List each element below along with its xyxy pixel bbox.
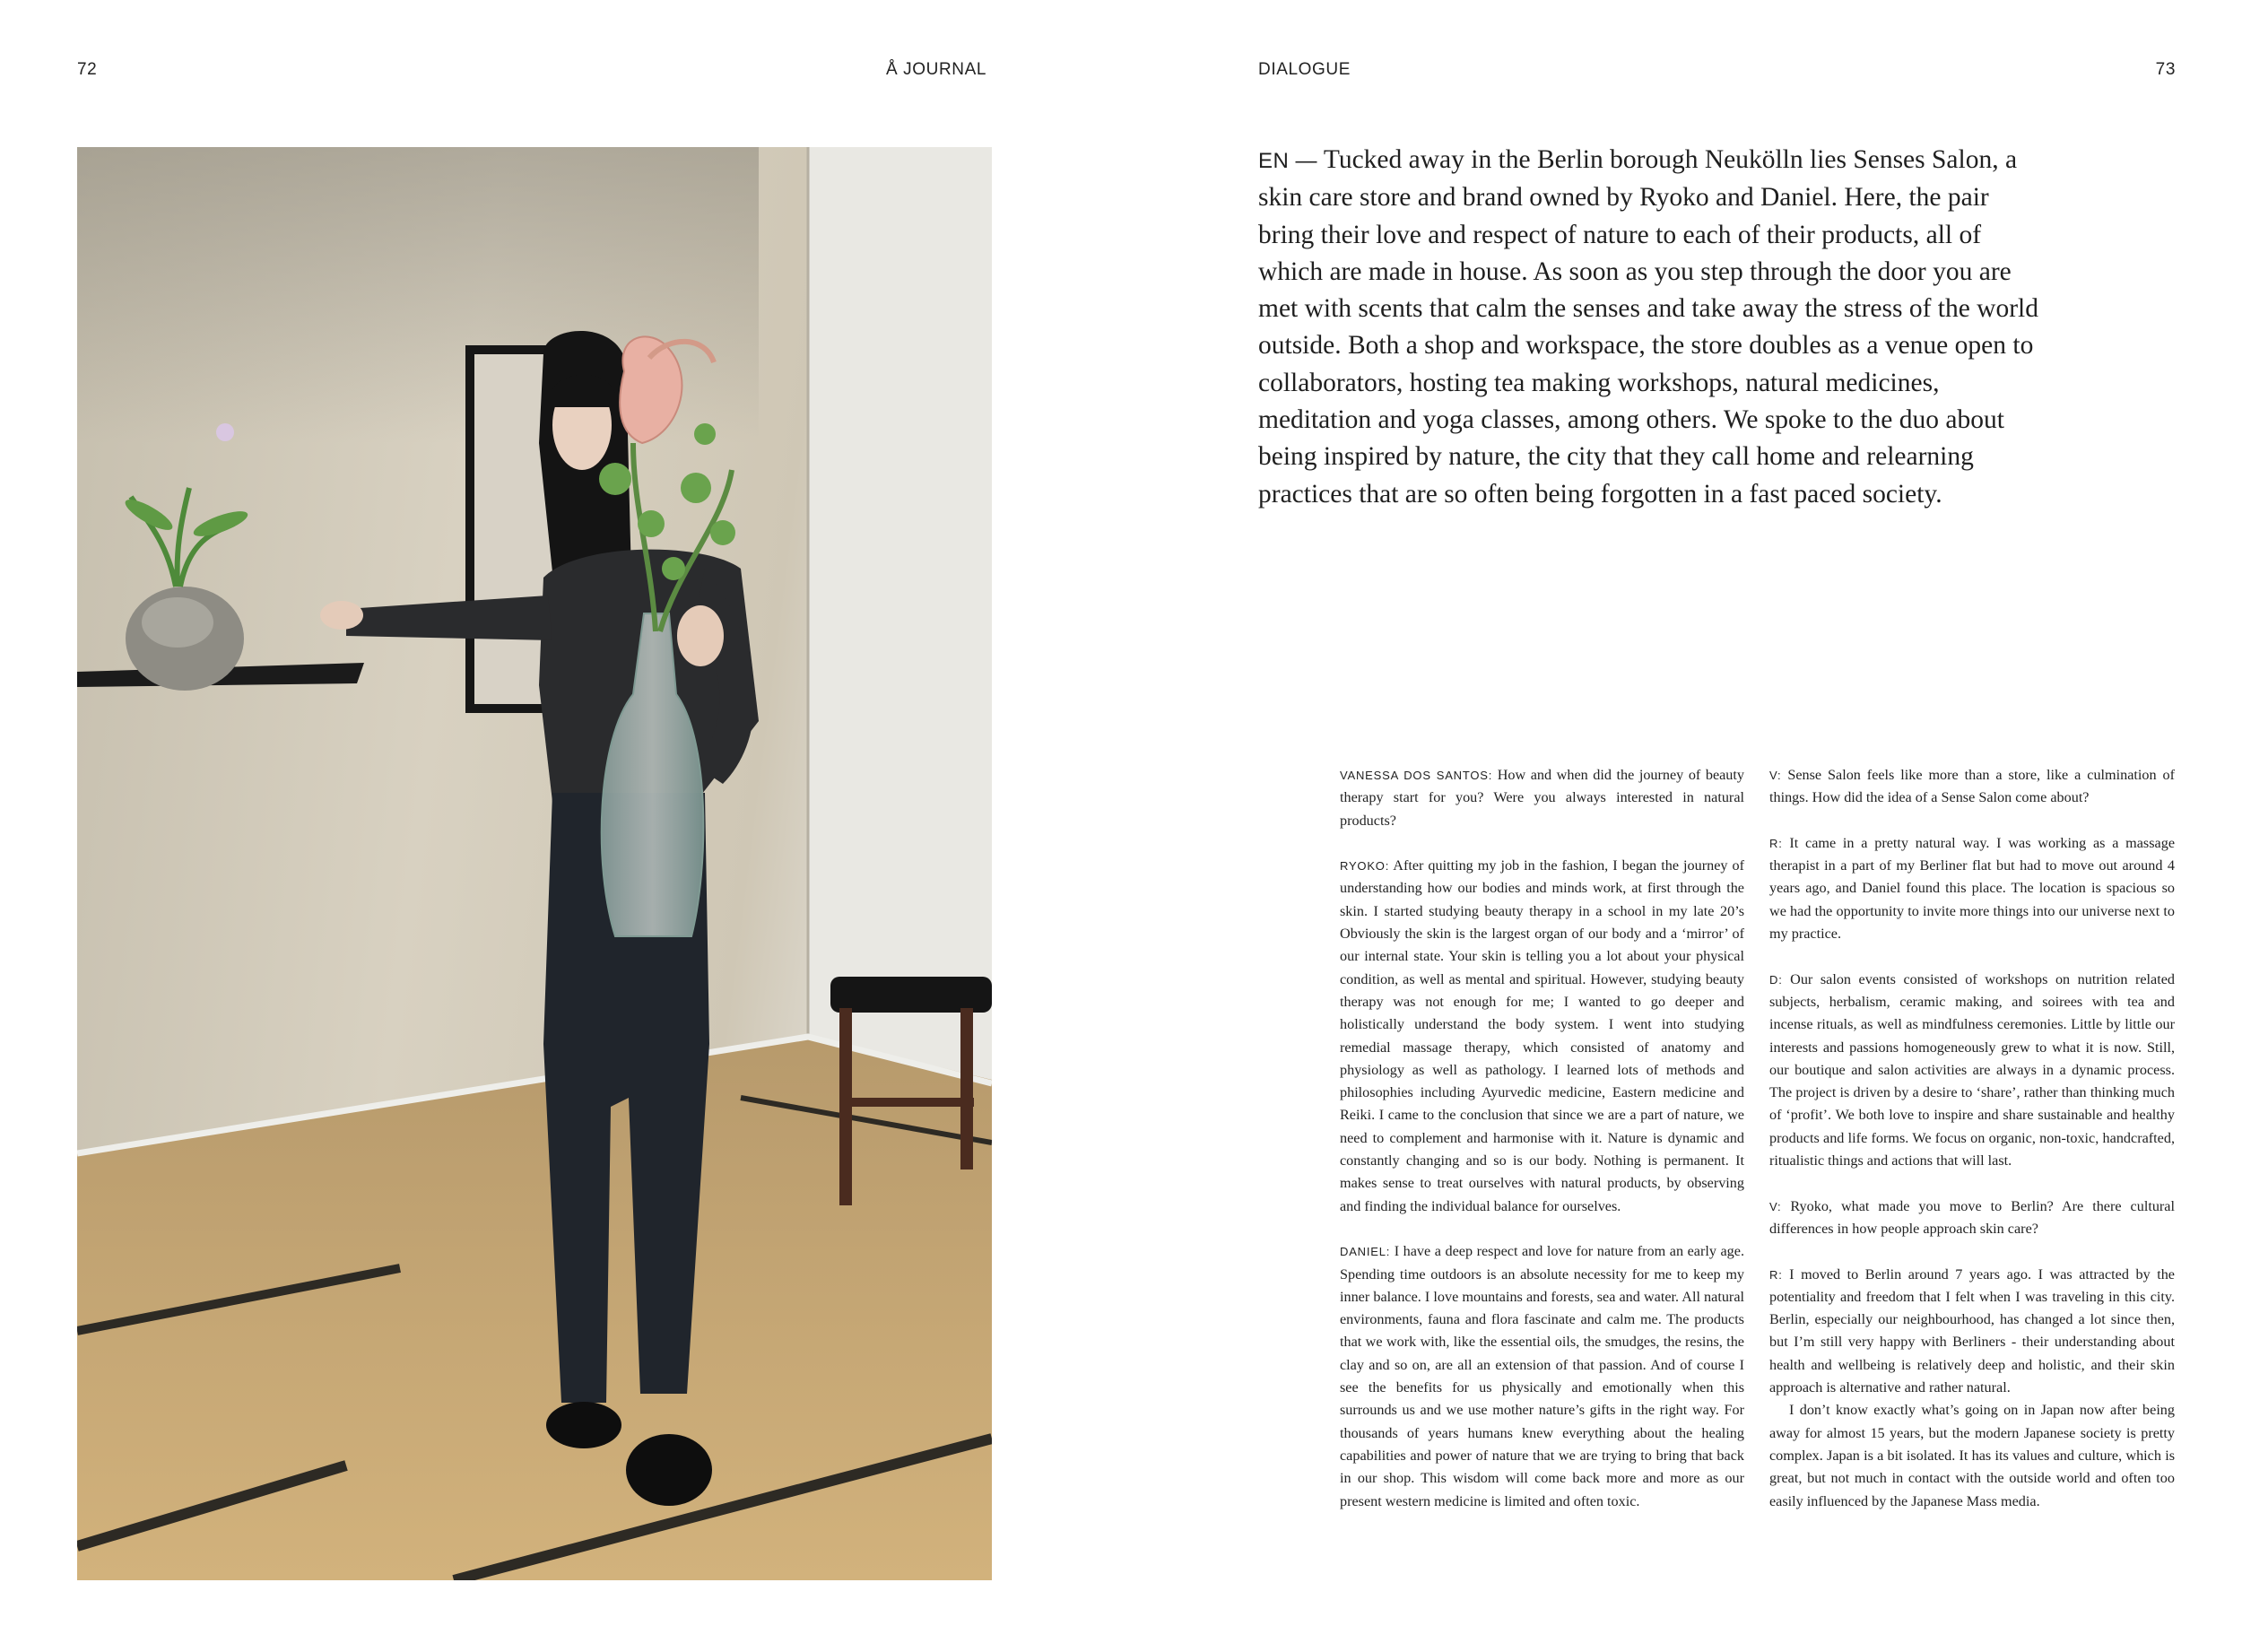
interview-text: I moved to Berlin around 7 years ago. I was attracted by the potentiality and freedom that I felt when I was traveling in this city. Berlin, especially our neighbourhood, has changed a lot since then, but I’m still very happy with Berliners - their understanding about health and wellbeing is relatively deep and holistic, and their skin approach is alternative and rather natural.	[1769, 1265, 2175, 1396]
interview-paragraph	[1340, 1240, 1744, 1513]
interview-paragraph-continued	[1769, 1399, 2175, 1512]
interview-text: Our salon events consisted of workshops on nutrition related subjects, herbalism, ceramic making, and soirees with tea and incense rituals, as well as mindfulness ceremonies. Little by little our interests and passions homogeneously grew to what it is now. Still, our boutique and salon activities are always in a dynamic process. The project is driven by a desire to ‘share’, rather than thinking much of ‘profit’. We both love to inspire and share sustainable and healthy products and life forms. We focus on organic, non-toxic, handcrafted, ritualistic things and actions that will last.	[1769, 970, 2175, 1169]
intro-paragraph	[1258, 142, 2047, 513]
page-number-right: 73	[2155, 60, 2176, 79]
interview-text: I don’t know exactly what’s going on in Japan now after being away for almost 15 years, but the modern Japanese society is pretty complex. Japan is a bit isolated. It has its values and culture, which is great, but not much in contact with the outside world and often too easily influenced by the Japanese Mass media.	[1769, 1402, 2175, 1509]
interview-text: Ryoko, what made you move to Berlin? Are there cultural differences in how people approach skin care?	[1769, 1197, 2175, 1237]
speaker-label: V:	[1769, 1199, 1782, 1213]
intro-text: Tucked away in the Berlin borough Neukölln lies Senses Salon, a skin care store and brand owned by Ryoko and Daniel. Here, the pair bring their love and respect of nature to each of their products, all of which are made in house. As soon as you step through the door you are met with scents that calm the senses and take away the stress of the world outside. Both a shop and workspace, the store doubles as a venue open to collaborators, hosting tea making workshops, natural medicines, meditation and yoga classes, among others. We spoke to the duo about being inspired by nature, the city that they call home and relearning practices that are so often being forgotten in a fast paced society.	[1258, 145, 2039, 509]
speaker-label: D:	[1769, 972, 1783, 987]
interview-text: Sense Salon feels like more than a store, like a culmination of things. How did the idea of a Sense Salon come about?	[1769, 767, 2175, 806]
speaker-label: VANESSA DOS SANTOS:	[1340, 769, 1493, 782]
interview-column-left	[1340, 764, 1744, 1513]
interview-text: I have a deep respect and love for nature from an early age. Spending time outdoors is an absolute necessity for me to keep my inner balance. I love mountains and forests, sea and water. All natural environments, fauna and flora fascinate and calm me. The products that we work with, like the essential oils, the smudges, the resins, the clay and so on, are all an extension of that passion. And of course I see the benefits for us physically and emotionally when this surrounds us and we use mother nature’s gifts in the right way. For thousands of years humans knew everything about the healing capabilities and power of nature that we are trying to bring that back in our shop. This wisdom will come back more and more as our present western medicine is limited and often toxic.	[1340, 1243, 1744, 1509]
editorial-photo	[77, 147, 992, 1580]
interview-text: How and when did the journey of beauty therapy start for you? Were you always interested in natural products?	[1340, 767, 1744, 829]
interview-paragraph	[1769, 969, 2175, 1173]
interview-paragraph	[1769, 832, 2175, 945]
speaker-label: DANIEL:	[1340, 1245, 1391, 1259]
speaker-label: V:	[1769, 769, 1782, 782]
speaker-label: R:	[1769, 1267, 1783, 1282]
interview-paragraph	[1769, 764, 2175, 810]
interview-paragraph	[1769, 1264, 2175, 1400]
interview-paragraph	[1340, 764, 1744, 832]
interview-paragraph	[1340, 855, 1744, 1218]
interview-column-right	[1769, 764, 2175, 1513]
running-header-section: DIALOGUE	[1258, 60, 1351, 79]
interview-text: It came in a pretty natural way. I was working as a massage therapist in a part of my Berliner flat but had to move out around 4 years ago, and Daniel found this place. The location is spacious so we had the opportunity to invite more things into our universe next to my practice.	[1769, 834, 2175, 943]
language-marker: EN —	[1258, 149, 1318, 173]
speaker-label: R:	[1769, 836, 1783, 850]
running-header-journal: Å JOURNAL	[886, 60, 987, 79]
page-number-left: 72	[77, 60, 98, 79]
interview-paragraph	[1769, 1196, 2175, 1241]
photo-illustration	[77, 147, 992, 1580]
speaker-label: RYOKO:	[1340, 859, 1390, 874]
interview-text: After quitting my job in the fashion, I began the journey of understanding how our bodies and minds work, at first through the skin. I started studying beauty therapy in a school in my late 20’s Obviously the skin is the largest organ of our body and a ‘mirror’ of our internal state. Your skin is telling you a lot about your physical condition, as well as mental and spiritual. However, studying beauty therapy was not enough for me; I wanted to go deeper and holistically understand the body system. I went into studying remedial massage therapy, which consisted of anatomy and physiology as well as pathology. I learned lots of methods and philosophies including Ayurvedic medicine, Eastern medicine and Reiki. I came to the conclusion that since we are a part of nature, we need to complement and harmonise with it. Nature is dynamic and constantly changing and so is our body. Nothing is permanent. It makes sense to treat ourselves with natural products, by observing and finding the individual balance for ourselves.	[1340, 857, 1744, 1214]
